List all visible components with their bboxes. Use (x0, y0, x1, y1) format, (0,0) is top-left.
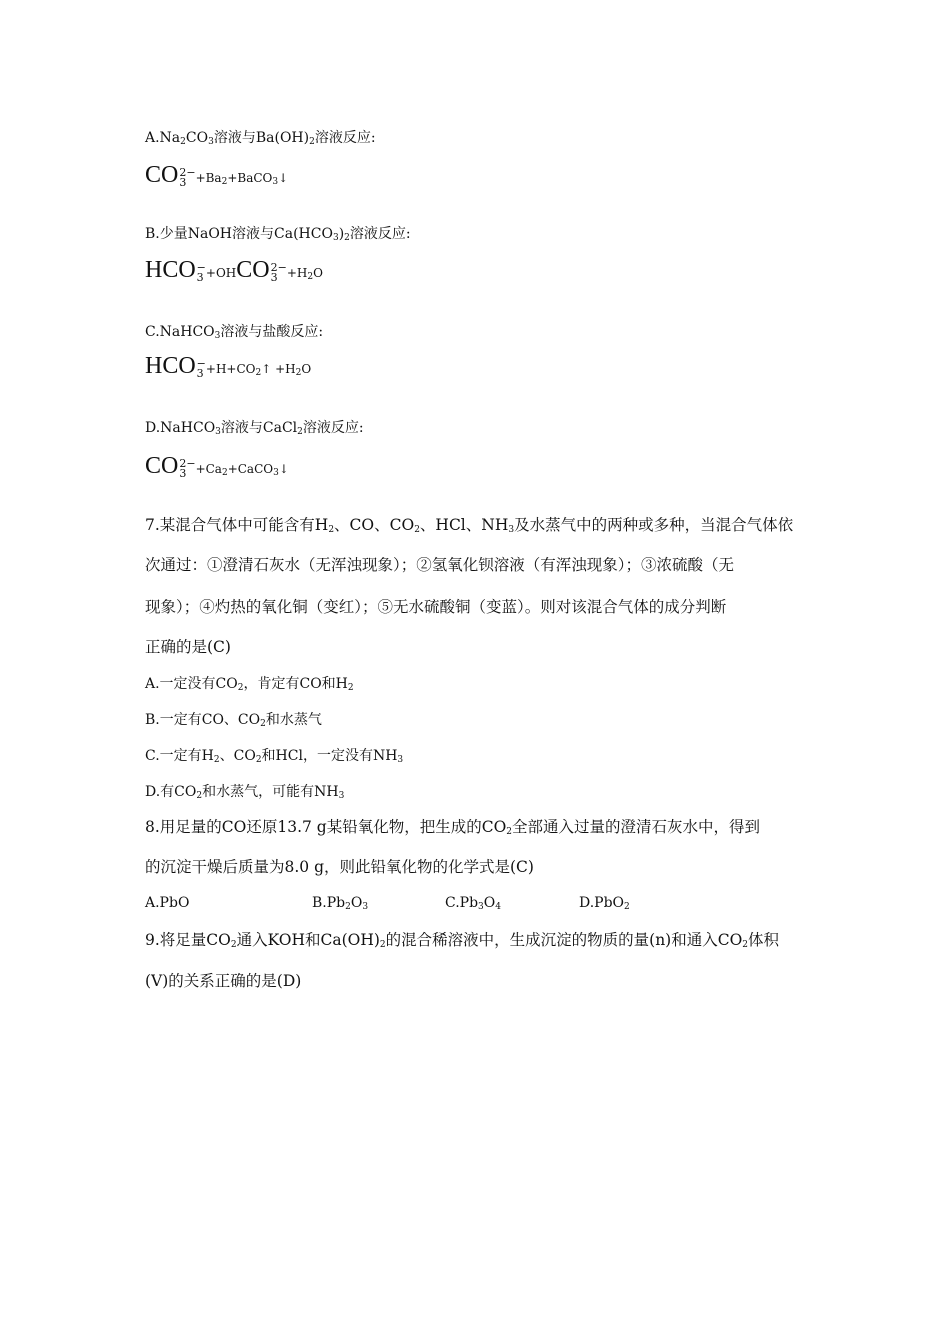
q6-option-d-label: D.NaHCO$_3$溶液与CaCl$_2$溶液反应: (145, 420, 364, 437)
q8-option-a: A.PbO (145, 895, 190, 911)
q8-stem-line-2: 的沉淀干燥后质量为8.0 g，则此铅氧化物的化学式是(C) (145, 858, 534, 876)
q9-stem-line-2: (V)的关系正确的是(D) (145, 972, 302, 990)
q7-stem-line-3: 现象）；④灼热的氧化铜（变红）；⑤无水硫酸铜（变蓝）。则对该混合气体的成分判断 (145, 598, 727, 616)
bicarbonate-ion: HCO − 3 (145, 257, 206, 284)
q6-option-a-label: $A.Na_2CO_3$溶液与$Ba(OH)_2$溶液反应: (145, 130, 376, 147)
q7-stem-line-1: 7.某混合气体中可能含有$H_2$、CO、$CO_2$、HCl、$NH_3$及水蒸气中的两种或多种，当混合气体依 (145, 516, 794, 535)
carbonate-ion: CO 2− 3 (145, 453, 196, 480)
q6-option-d-equation: CO 2− 3 $+Ca_2+CaCO_3↓$ (145, 453, 289, 480)
q8-option-b: $B.Pb_2O_3$ (312, 895, 369, 912)
q9-stem-line-1: 9.将足量$CO_2$通入KOH和$Ca(OH)_2$的混合稀溶液中，生成沉淀的物质的量(n)和通入$CO_2$体积 (145, 931, 780, 950)
q6-option-c-label: C.NaHCO$_3$溶液与盐酸反应: (145, 324, 324, 341)
carbonate-ion: CO 2− 3 (236, 257, 287, 284)
q8-option-c: $C.Pb_3O_4$ (445, 895, 501, 912)
q7-option-d: D.有$CO_2$和水蒸气，可能有$NH_3$ (145, 784, 345, 801)
q7-option-b: B.一定有CO、$CO_2$和水蒸气 (145, 712, 322, 729)
q6-option-a-equation: CO 2− 3 $+Ba_2+BaCO_3↓$ (145, 162, 289, 189)
q7-stem-line-4: 正确的是(C) (145, 638, 231, 656)
q6-option-c-equation: HCO − 3 $+H+CO_2↑ +H_2O$ (145, 353, 312, 380)
q7-stem-line-2: 次通过：①澄清石灰水（无浑浊现象）；②氢氧化钡溶液（有浑浊现象）；③浓硫酸（无 (145, 556, 735, 574)
q7-option-a: A.一定没有$CO_2$，肯定有CO和$H_2$ (145, 676, 354, 693)
q8-stem-line-1: 8.用足量的CO还原13.7 g某铅氧化物，把生成的$CO_2$全部通入过量的澄清石灰水中，得到 (145, 818, 761, 837)
q7-option-c: C.一定有$H_2$、$CO_2$和HCl，一定没有$NH_3$ (145, 748, 404, 765)
q6-option-b-label: B.少量NaOH溶液与$Ca(HCO_3)_2$溶液反应: (145, 226, 411, 243)
bicarbonate-ion: HCO − 3 (145, 353, 206, 380)
carbonate-ion: CO 2− 3 (145, 162, 196, 189)
q8-option-d: D.PbO$_2$ (579, 895, 630, 912)
q6-option-b-equation: HCO − 3 +OHCO 2− 3 $+H_2O$ (145, 257, 323, 284)
